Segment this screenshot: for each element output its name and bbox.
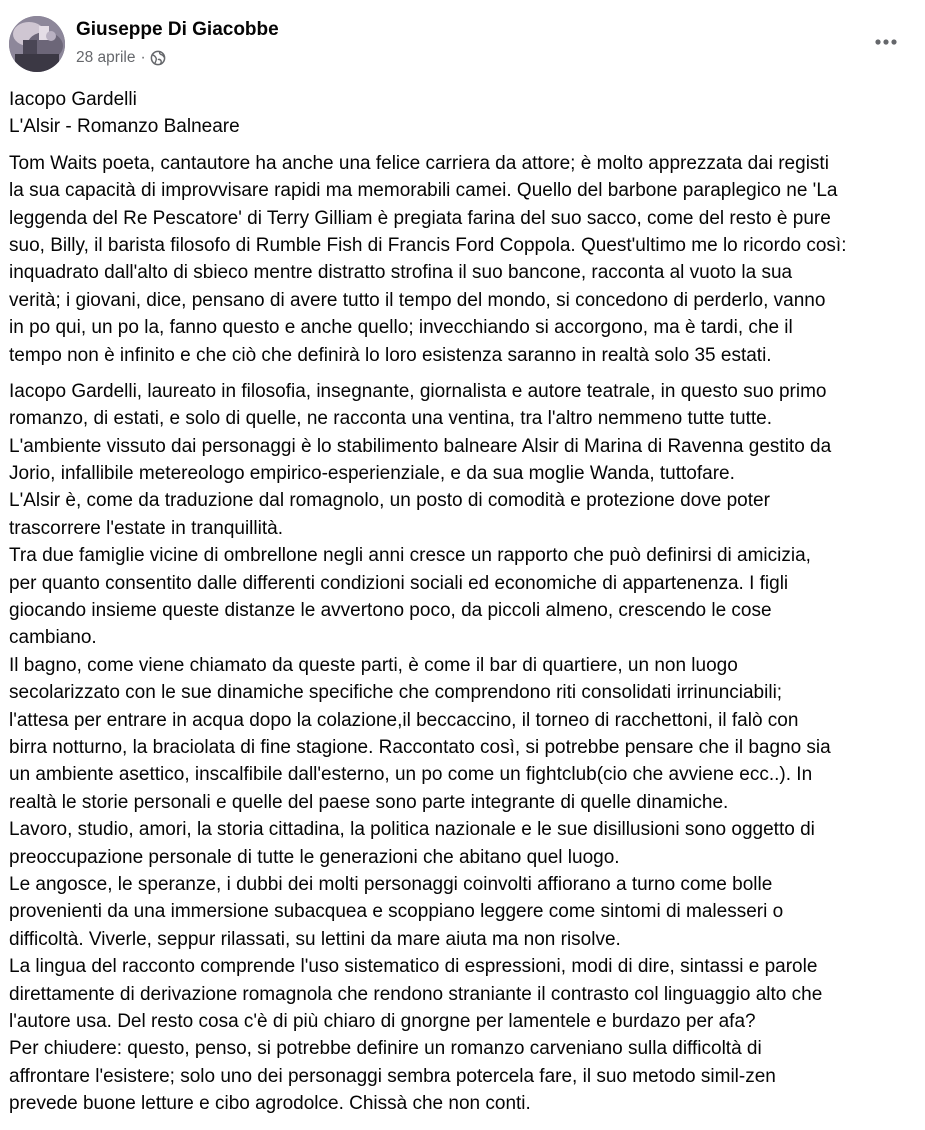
post-meta (76, 47, 166, 69)
text-line: per quanto consentito dalle differenti condizioni sociali ed economiche di appartenenza. I figli (9, 572, 789, 594)
text-line: Tom Waits poeta, cantautore ha anche una felice carriera da attore; è molto apprezzata dai registi (9, 152, 829, 174)
text-line: Iacopo Gardelli, laureato in filosofia, insegnante, giornalista e autore teatrale, in questo suo primo (9, 380, 827, 402)
text-line: Iacopo Gardelli (9, 89, 137, 110)
meta-separator: · (140, 49, 146, 66)
text-line: cambiano. (9, 627, 97, 649)
text-line: Jorio, infallibile metereologo empirico-esperienziale, e da sua moglie Wanda, tuttofare. (9, 463, 735, 485)
post-paragraph (9, 378, 921, 1118)
more-horizontal-icon (874, 33, 898, 51)
post-header (0, 0, 925, 80)
post-options-button[interactable] (866, 24, 906, 60)
text-line: Le angosce, le speranze, i dubbi dei molti personaggi coinvolti affiorano a turno come bolle (9, 873, 773, 895)
text-line: difficoltà. Viverle, seppur rilassati, su lettini da mare aiuta ma non risolve. (9, 928, 621, 950)
text-line: in po qui, un po la, fanno questo e anche quello; invecchiando si accorgono, ma è tardi, che il (9, 317, 793, 339)
author-avatar[interactable] (9, 16, 65, 72)
author-name[interactable]: Giuseppe Di Giacobbe (76, 19, 279, 40)
text-line: Il bagno, come viene chiamato da queste parti, è come il bar di quartiere, un non luogo (9, 654, 738, 676)
text-line: L'Alsir - Romanzo Balneare (9, 116, 240, 138)
post-text (9, 86, 921, 1117)
text-line: romanzo, di estati, e solo di quelle, ne racconta una ventina, tra l'altro nemmeno tutte tutte. (9, 408, 773, 430)
text-line: secolarizzato con le sue dinamiche specifiche che comprendono riti consolidati irrinunciabili; (9, 682, 783, 704)
globe-icon (150, 50, 166, 66)
text-line: affrontare l'esistere; solo uno dei personaggi sembra potercela fare, il suo metodo simil-zen (9, 1065, 776, 1087)
text-line: inquadrato dall'alto di sbieco mentre distratto strofina il suo bancone, racconta al vuoto la sua (9, 262, 793, 284)
text-line: suo, Billy, il barista filosofo di Rumble Fish di Francis Ford Coppola. Quest'ultimo me lo ricordo così: (9, 234, 847, 256)
text-line: L'Alsir è, come da traduzione dal romagnolo, un posto di comodità e protezione dove poter (9, 490, 770, 512)
post-paragraph (9, 150, 921, 369)
text-line: giocando insieme queste distanze le avvertono poco, da piccoli almeno, crescendo le cose (9, 600, 772, 622)
text-line: La lingua del racconto comprende l'uso sistematico di espressioni, modi di dire, sintassi e parole (9, 956, 818, 978)
post-date[interactable]: 28 aprile (76, 49, 136, 66)
text-line: Per chiudere: questo, penso, si potrebbe definire un romanzo carveniano sulla difficoltà di (9, 1038, 762, 1060)
text-line: L'ambiente vissuto dai personaggi è lo stabilimento balneare Alsir di Marina di Ravenna gestito da (9, 435, 832, 457)
text-line: prevede buone letture e cibo agrodolce. Chissà che non conti. (9, 1093, 531, 1115)
text-line: l'autore usa. Del resto cosa c'è di più chiaro di gnorgne per lamentele e burdazo per afa? (9, 1010, 756, 1032)
text-line: l'attesa per entrare in acqua dopo la colazione,il beccaccino, il torneo di racchettoni, il falò con (9, 709, 799, 731)
post-paragraph (9, 86, 921, 141)
text-line: realtà le storie personali e quelle del paese sono parte integrante di quelle dinamiche. (9, 791, 729, 813)
text-line: Lavoro, studio, amori, la storia cittadina, la politica nazionale e le sue disillusioni sono oggetto di (9, 819, 815, 841)
text-line: direttamente di derivazione romagnola che rendono straniante il contrasto col linguaggio alto che (9, 983, 823, 1005)
text-line: Tra due famiglie vicine di ombrellone negli anni cresce un rapporto che può definirsi di amicizia, (9, 545, 811, 567)
text-line: leggenda del Re Pescatore' di Terry Gilliam è pregiata farina del suo sacco, come del resto è pure (9, 207, 831, 229)
text-line: la sua capacità di improvvisare rapidi ma memorabili camei. Quello del barbone paraplegico ne 'La (9, 180, 838, 202)
text-line: preoccupazione personale di tutte le generazioni che abitano quel luogo. (9, 846, 620, 868)
text-line: trascorrere l'estate in tranquillità. (9, 517, 283, 539)
text-line: provenienti da una immersione subacquea e scoppiano leggere come sintomi di malesseri o (9, 901, 784, 923)
text-line: tempo non è infinito e che ciò che definirà lo loro esistenza saranno in realtà solo 35 estati. (9, 344, 772, 366)
text-line: birra notturno, la braciolata di fine stagione. Raccontato così, si potrebbe pensare che il bagno sia (9, 736, 831, 758)
text-line: un ambiente asettico, inscalfibile dall'esterno, un po come un fightclub(cio che avviene ecc..). In (9, 764, 813, 786)
text-line: verità; i giovani, dice, pensano di avere tutto il tempo del mondo, si concedono di perderlo, vanno (9, 289, 826, 311)
